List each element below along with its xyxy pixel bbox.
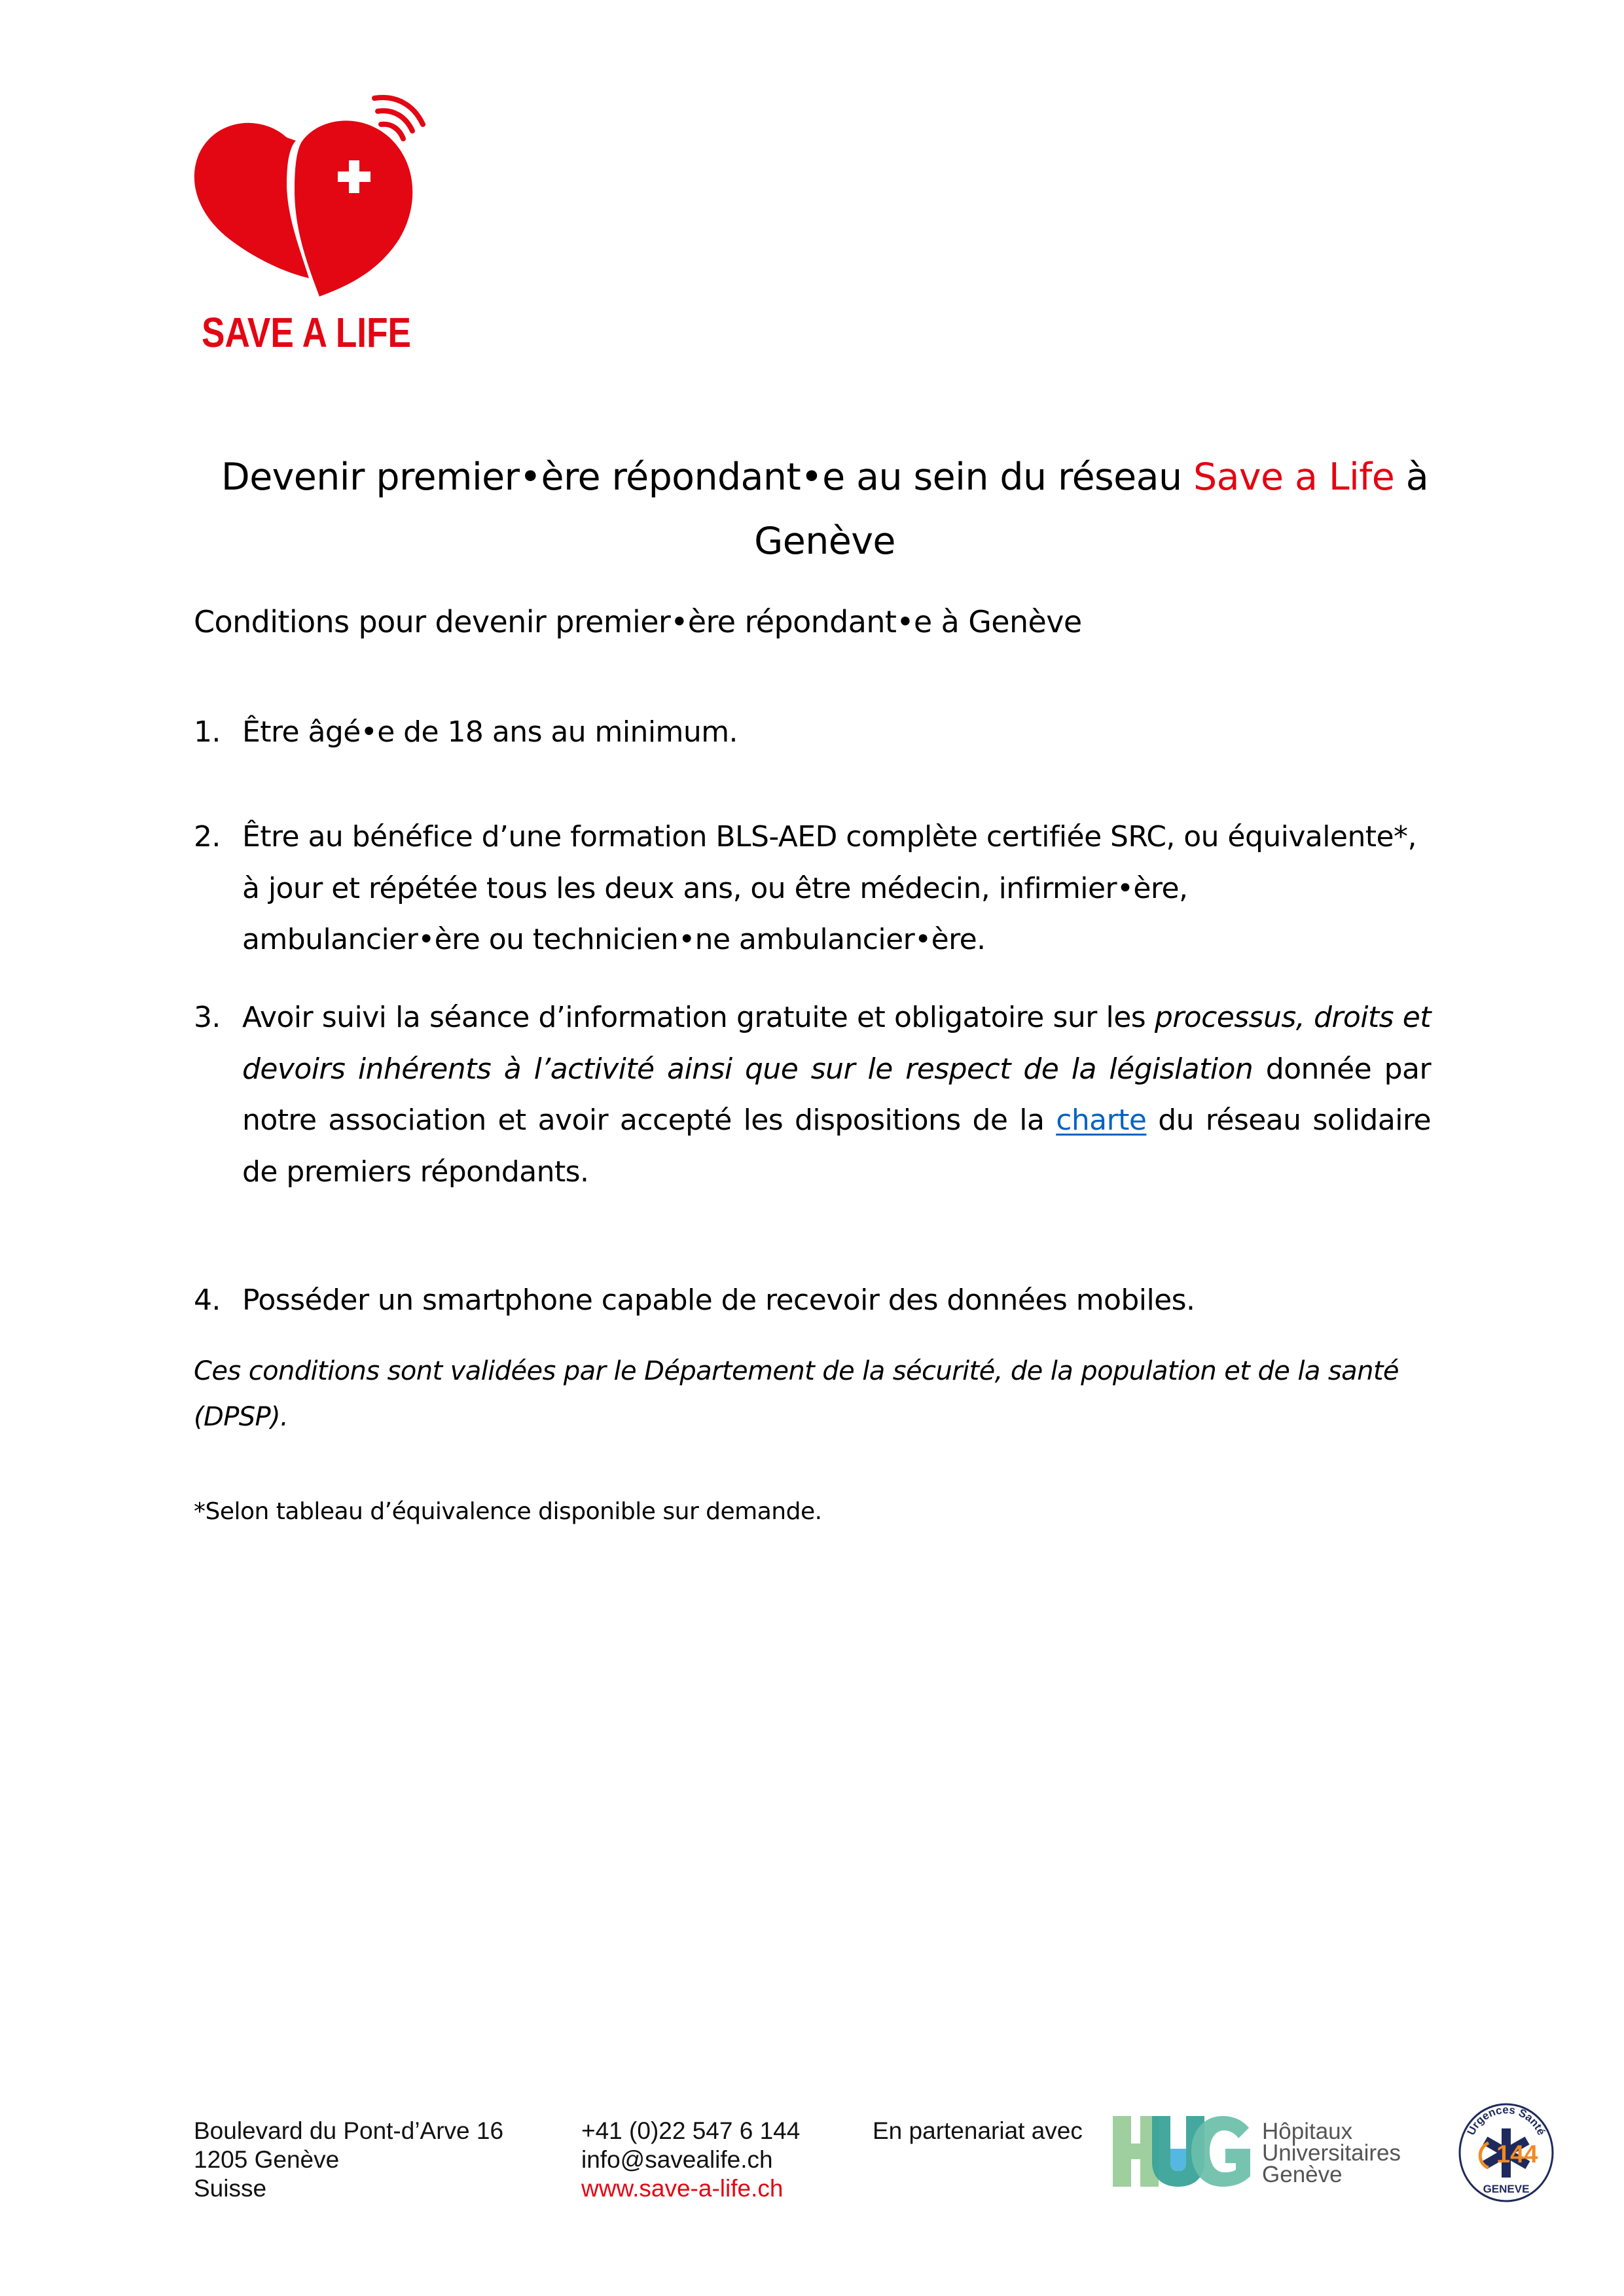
svg-text:144: 144: [1496, 2141, 1538, 2168]
partner-label: En partenariat avec: [873, 2117, 1083, 2144]
email-link[interactable]: info@savealife.ch: [581, 2146, 773, 2173]
list-number: 2.: [194, 820, 221, 853]
emphasis-text: processus, droits et devoirs inhérents à l’activité ainsi que sur le respect de la législation: [242, 1001, 1431, 1086]
brand-name: SAVE A LIFE: [202, 309, 411, 356]
star-of-life-icon: [1457, 2102, 1555, 2204]
list-item: [194, 707, 1431, 759]
title-line-2: Genève: [754, 520, 895, 563]
section-heading: Conditions pour devenir premier•ère répondant•e à Genève: [194, 604, 1082, 639]
hug-name: Hôpitaux Universitaires Genève: [1262, 2119, 1401, 2187]
footnote: *Selon tableau d’équivalence disponible sur demande.: [194, 1498, 822, 1525]
list-number: 1.: [194, 715, 221, 749]
save-a-life-logo: [190, 92, 439, 360]
svg-text:GENEVE: GENEVE: [1483, 2183, 1530, 2195]
list-text: Avoir suivi la séance d’information gratuite et obligatoire sur les processus, droits et devoirs inhérents à l’activité ainsi que sur le respect de la législation donnée par notre association et avoir accepté les dispositions de la charte du réseau solidaire de premiers répondants.: [242, 1001, 1431, 1189]
list-number: 4.: [194, 1283, 221, 1317]
list-item: [194, 992, 1431, 1198]
list-item: [194, 812, 1431, 966]
hug-logo-icon: [1113, 2116, 1250, 2187]
website-link[interactable]: www.save-a-life.ch: [581, 2175, 784, 2202]
list-text: Posséder un smartphone capable de recevoir des données mobiles.: [242, 1283, 1195, 1317]
title-line-1: Devenir premier•ère répondant•e au sein du réseau Save a Life à: [221, 456, 1429, 499]
phone-number[interactable]: +41 (0)22 547 6 144: [581, 2117, 801, 2144]
list-number: 3.: [194, 1001, 221, 1034]
footer-address: Boulevard du Pont-d’Arve 16 1205 Genève Suisse: [194, 2117, 504, 2202]
title-accent: Save a Life: [1193, 456, 1395, 499]
list-text: Être âgé•e de 18 ans au minimum.: [242, 715, 738, 749]
list-item: [194, 1275, 1431, 1327]
footer-contact: [581, 2117, 800, 2203]
svg-text:Urgences Santé: Urgences Santé: [1464, 2103, 1548, 2138]
charte-link[interactable]: charte: [1056, 1103, 1147, 1137]
validation-note: Ces conditions sont validées par le Département de la sécurité, de la population et de la santé (DPSP).: [194, 1356, 1399, 1432]
heart-icon: [190, 92, 439, 360]
page-title: [183, 445, 1466, 573]
list-text: Être au bénéfice d’une formation BLS-AED complète certifiée SRC, ou équivalente*, à jour et répétée tous les deux ans, ou être médecin, infirmier•ère, ambulancier•ère ou technicien•ne ambulancier•ère.: [242, 820, 1416, 956]
urgences-sante-logo: [1457, 2102, 1555, 2204]
hug-logo: [1113, 2116, 1250, 2187]
